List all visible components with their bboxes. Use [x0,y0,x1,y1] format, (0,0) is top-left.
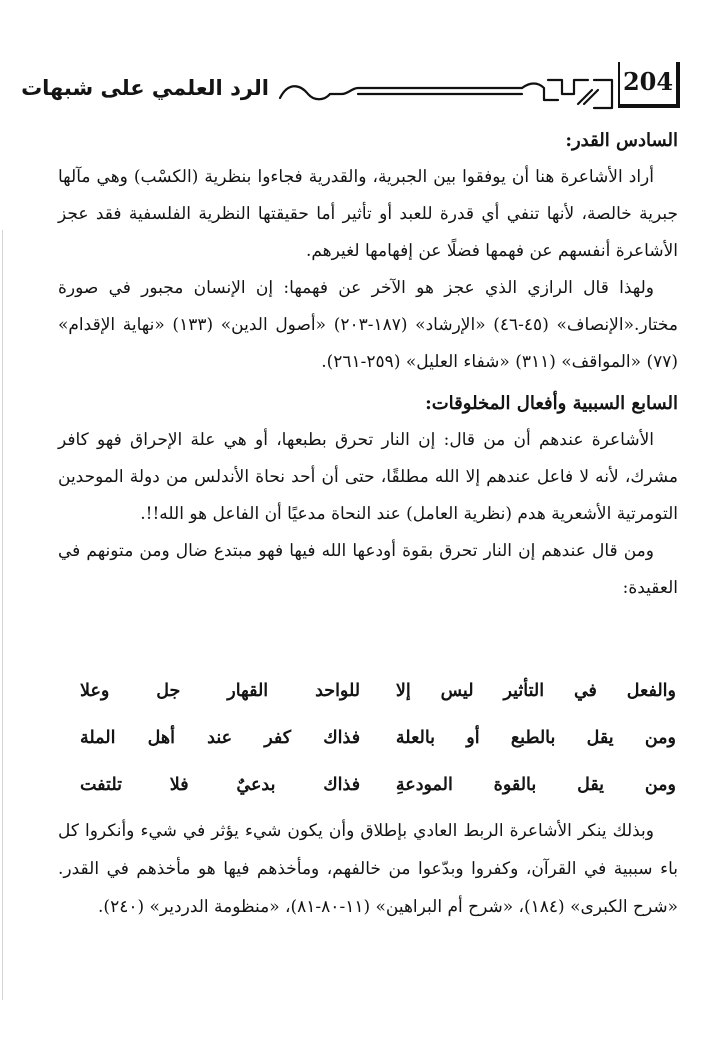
verse-2-right: ومن يقل بالطبع أو بالعلة [395,728,676,748]
section-6-references: «الإنصاف» (٤٥-٤٦) «الإرشاد» (١٨٧-٢٠٣) «أصول الدين» (١٣٣) «نهاية الإقدام» (٧٧) «المواقف» (٣١١) «شفاء العليل» (٢٥٩-٢٦١). [58,315,678,372]
running-title: الرد العلمي على شبهات [21,76,269,100]
scan-margin-line [2,230,3,1000]
section-7-heading: السابع السببية وأفعال المخلوقات: [425,393,678,414]
verse-3-right: ومن يقل بالقوة المودعةِ [395,775,676,795]
closing-text [58,812,678,926]
body-text [58,118,678,607]
verse-2 [80,715,676,762]
page-header [21,62,680,118]
section-7-paragraph-1: الأشاعرة عندهم أن من قال: إن النار تحرق بطبعها، أو هي علة الإحراق فهو كافر مشرك، لأنه لا فاعل عندهم إلا الله مطلقًا، حتى أن أحد نحاة الأندلس من دولة الموحدين التومرتية الأشعرية هدم (نظرية العامل) عند النحاة مدعيًا أن الفاعل هو الله!!. [58,430,678,524]
closing-sentence: وبذلك ينكر الأشاعرة الربط العادي بإطلاق وأن يكون شيء يؤثر في شيء وأنكروا كل باء سببية في القرآن، وكفروا وبدّعوا من خالفهم، ومأخذهم فيها هو مأخذهم في القدر. [58,821,678,879]
verse-3 [80,762,676,809]
poem-verses [80,668,676,809]
section-6-paragraph-2 [58,270,678,381]
section-6-paragraph-1: أراد الأشاعرة هنا أن يوفقوا بين الجبرية، والقدرية فجاءوا بنظرية (الكسْب) وهي مآلها جبرية خالصة، لأنها تنفي أي قدرة للعبد أو تأثير أما حقيقتها النظرية الفلسفية فقد عجز الأشاعرة أنفسهم عن فهمها فضلًا عن إفهامها لغيرهم. [58,167,678,261]
verse-1 [80,668,676,715]
closing-references: «شرح الكبرى» (١٨٤)، «شرح أم البراهين» (١١-٨٠-٨١)، «منظومة الدردير» (٢٤٠). [98,897,678,917]
razi-quote: ولهذا قال الرازي الذي عجز هو الآخر عن فهمها: إن الإنسان مجبور في صورة مختار. [58,278,678,335]
page-number: 204 [618,62,680,108]
closing-paragraph [58,812,678,926]
section-7-paragraph-2: ومن قال عندهم إن النار تحرق بقوة أودعها الله فيها فهو مبتدع ضال ومن متونهم في العقيدة: [58,541,678,598]
verse-1-right: والفعل في التأثير ليس إلا [395,681,676,701]
verse-2-left: فذاك كفر عند أهل الملة [80,728,361,748]
verse-1-left: للواحد القهار جل وعلا [80,681,361,701]
section-6-heading: السادس القدر: [565,130,678,151]
header-ornament [272,68,617,112]
verse-3-left: فذاك بدعيٌ فلا تلتفت [80,775,361,795]
